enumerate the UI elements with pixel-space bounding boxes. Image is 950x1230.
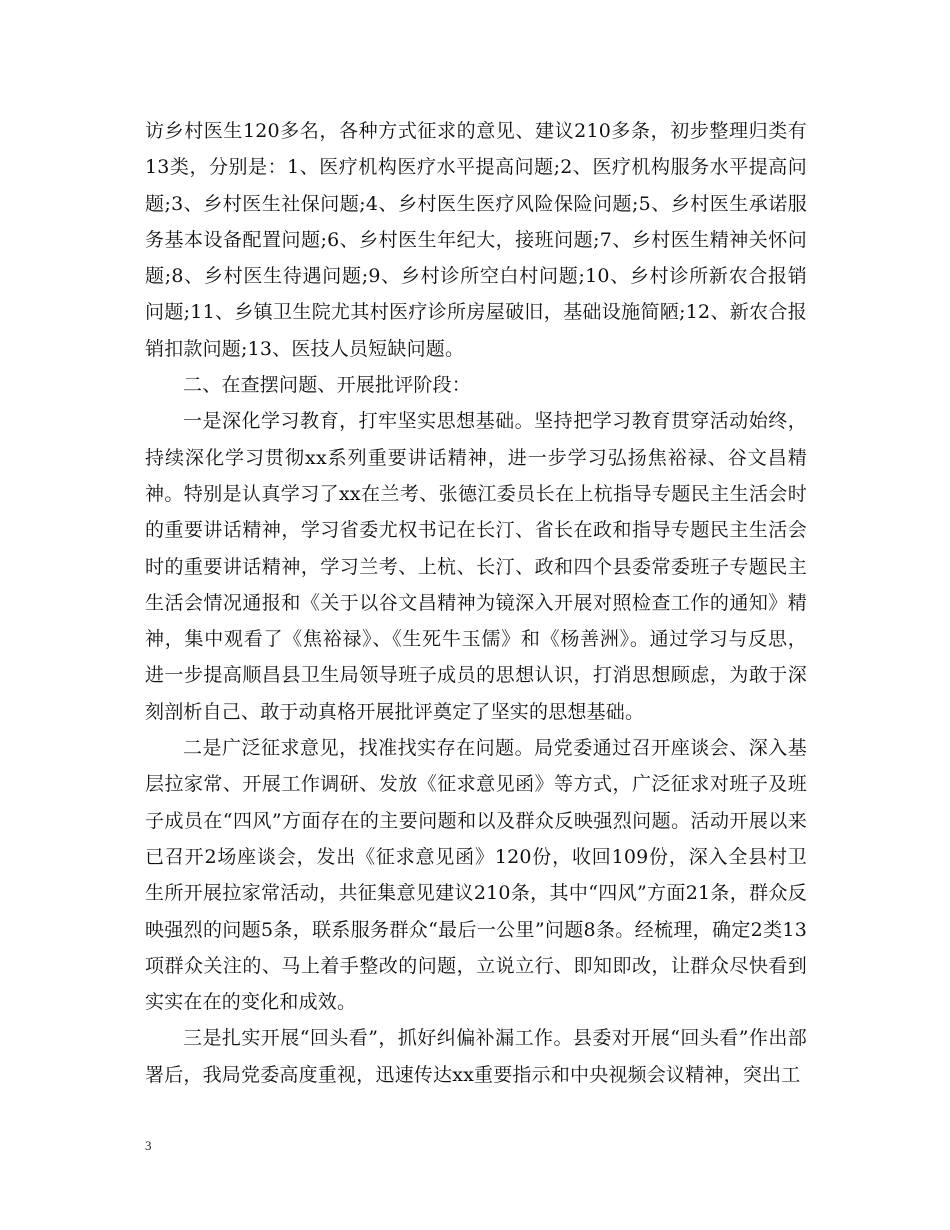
- section-heading: 二、在查摆问题、开展批评阶段：: [183, 374, 472, 397]
- document-body: [145, 113, 807, 1093]
- paragraph-look-back: 三是扎实开展“回头看”，抓好纠偏补漏工作。县委对开展“回头看”作出部署后，我局党委高度重视，迅速传达xx重要指示和中央视频会议精神，突出工: [145, 1027, 807, 1086]
- page-number: 3: [145, 1138, 152, 1153]
- paragraph-study-education: 一是深化学习教育，打牢坚实思想基础。坚持把学习教育贯穿活动始终，持续深化学习贯彻xx系列重要讲话精神，进一步学习弘扬焦裕禄、谷文昌精神。特别是认真学习了xx在兰考、张德江委员长在上杭指导专题民主生活会时的重要讲话精神，学习省委尤权书记在长汀、省长在政和指导专题民主生活会时的重要讲话精神，学习兰考、上杭、长汀、政和四个县委常委班子专题民主生活会情况通报和《关于以谷文昌精神为镜深入开展对照检查工作的通知》精神，集中观看了《焦裕禄》、《生死牛玉儒》和《杨善洲》。通过学习与反思，进一步提高顺昌县卫生局领导班子成员的思想认识，打消思想顾虑，为敢于深刻剖析自己、敢于动真格开展批评奠定了坚实的思想基础。: [145, 410, 807, 723]
- paragraph-solicit-opinions: 二是广泛征求意见，找准找实存在问题。局党委通过召开座谈会、深入基层拉家常、开展工作调研、发放《征求意见函》等方式，广泛征求对班子及班子成员在“四风”方面存在的主要问题和以及群众反映强烈问题。活动开展以来已召开2场座谈会，发出《征求意见函》120份，收回109份，深入全县村卫生所开展拉家常活动，共征集意见建议210条，其中“四风”方面21条，群众反映强烈的问题5条，联系服务群众“最后一公里”问题8条。经梳理，确定2类13项群众关注的、马上着手整改的问题，立说立行、即知即改，让群众尽快看到实实在在的变化和成效。: [145, 737, 807, 1014]
- paragraph-continuation: 访乡村医生120多名，各种方式征求的意见、建议210多条，初步整理归类有13类，分别是：1、医疗机构医疗水平提高问题;2、医疗机构服务水平提高问题;3、乡村医生社保问题;4、乡村医生医疗风险保险问题;5、乡村医生承诺服务基本设备配置问题;6、乡村医生年纪大，接班问题;7、乡村医生精神关怀问题;8、乡村医生待遇问题;9、乡村诊所空白村问题;10、乡村诊所新农合报销问题;11、乡镇卫生院尤其村医疗诊所房屋破旧，基础设施简陋;12、新农合报销扣款问题;13、医技人员短缺问题。: [145, 120, 807, 360]
